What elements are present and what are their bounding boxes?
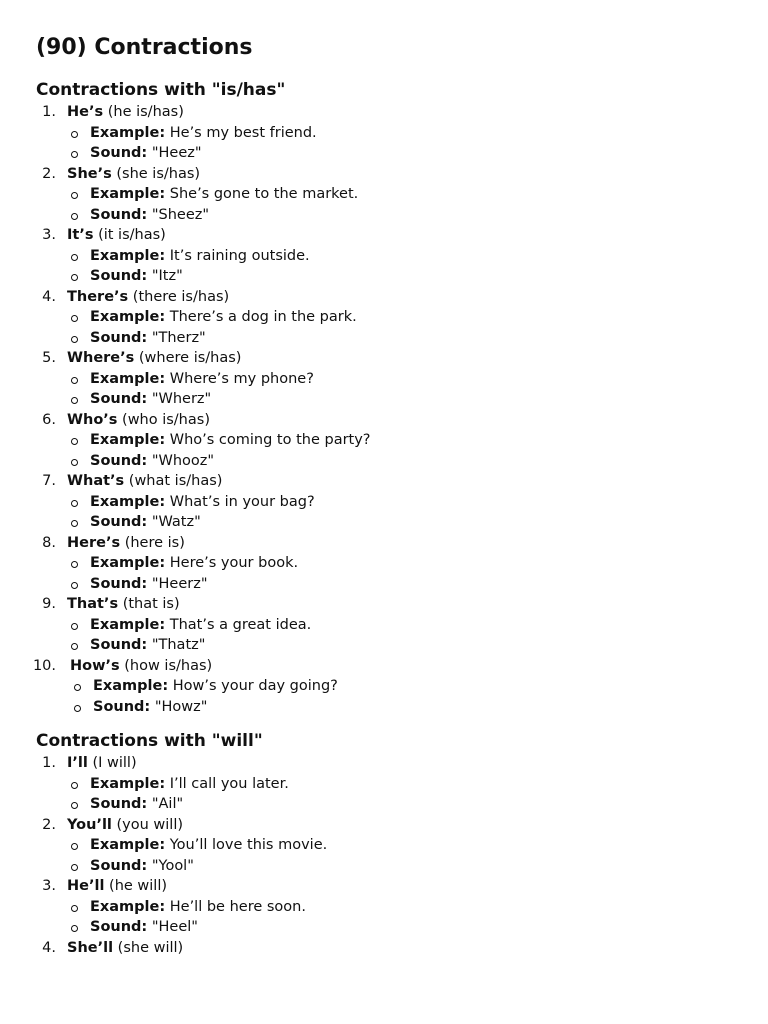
- sub-list: [70, 676, 736, 717]
- list-item: [36, 938, 736, 959]
- example-line: [67, 123, 736, 144]
- sound-line: [67, 512, 736, 533]
- contraction-word: It’s: [67, 227, 94, 243]
- item-number: 7.: [42, 473, 56, 489]
- item-number: 1.: [42, 755, 56, 771]
- sound-line: [67, 574, 736, 595]
- contraction-word: Here’s: [67, 534, 121, 551]
- sub-list: [67, 615, 736, 656]
- list-item: [36, 164, 736, 226]
- sub-list: [67, 492, 736, 533]
- sound-line: [67, 205, 736, 226]
- contraction-meaning: (what is/has): [128, 473, 223, 489]
- sound-text: "Yool": [151, 857, 194, 874]
- sound-line: [67, 635, 736, 656]
- contraction-list: [32, 102, 736, 717]
- circle-bullet-icon: [71, 397, 78, 404]
- circle-bullet-icon: [71, 643, 78, 650]
- example-text: I’ll call you later.: [169, 775, 289, 792]
- sound-line: [67, 917, 736, 938]
- contraction-word: She’s: [67, 165, 112, 182]
- example-text: She’s gone to the market.: [169, 186, 359, 202]
- example-line: [67, 897, 736, 918]
- list-item: [32, 656, 736, 718]
- contraction-word: He’s: [67, 104, 104, 120]
- list-item: [36, 753, 736, 815]
- example-line: [67, 184, 736, 205]
- sub-list: [67, 123, 736, 164]
- contraction-meaning: (it is/has): [98, 227, 166, 243]
- sound-text: "Heerz": [151, 575, 208, 592]
- item-number: 3.: [42, 878, 56, 894]
- example-label: Example:: [90, 309, 166, 325]
- list-item: [36, 410, 736, 472]
- sound-text: "Whooz": [151, 452, 215, 469]
- sound-text: "Heel": [151, 919, 198, 935]
- example-line: [70, 676, 736, 697]
- example-line: [67, 430, 736, 451]
- sound-label: Sound:: [90, 329, 148, 346]
- sound-label: Sound:: [90, 391, 148, 407]
- example-text: There’s a dog in the park.: [169, 309, 357, 325]
- sound-line: [67, 794, 736, 815]
- sound-text: "Heez": [151, 145, 202, 161]
- example-text: It’s raining outside.: [169, 247, 310, 264]
- sub-list: [67, 774, 736, 815]
- example-line: [67, 369, 736, 390]
- sound-label: Sound:: [90, 452, 148, 469]
- example-text: Who’s coming to the party?: [169, 432, 371, 448]
- sound-label: Sound:: [90, 514, 148, 530]
- sound-line: [67, 266, 736, 287]
- example-label: Example:: [90, 124, 166, 141]
- contraction-word: How’s: [70, 657, 120, 674]
- sub-list: [67, 430, 736, 471]
- example-line: [67, 246, 736, 267]
- example-text: That’s a great idea.: [169, 616, 312, 633]
- contraction-word: Who’s: [67, 411, 118, 428]
- example-label: Example:: [90, 837, 166, 853]
- contraction-word: What’s: [67, 473, 125, 489]
- circle-bullet-icon: [71, 905, 78, 912]
- list-item: [36, 815, 736, 877]
- sound-text: "Therz": [151, 329, 206, 346]
- page-title: (90) Contractions: [36, 35, 253, 60]
- circle-bullet-icon: [71, 582, 78, 589]
- item-number: 1.: [42, 104, 56, 120]
- example-label: Example:: [90, 432, 166, 448]
- sub-list: [67, 897, 736, 938]
- circle-bullet-icon: [71, 274, 78, 281]
- item-number: 4.: [42, 939, 56, 956]
- item-number: 9.: [42, 596, 56, 612]
- list-item: [36, 348, 736, 410]
- contraction-word: You’ll: [67, 816, 112, 833]
- circle-bullet-icon: [71, 315, 78, 322]
- item-number: 10.: [32, 657, 56, 674]
- example-line: [67, 492, 736, 513]
- sound-label: Sound:: [90, 206, 148, 223]
- example-label: Example:: [90, 898, 166, 915]
- list-item: [36, 594, 736, 656]
- example-label: Example:: [90, 186, 166, 202]
- sound-text: "Howz": [154, 698, 208, 715]
- example-text: How’s your day going?: [172, 678, 338, 694]
- example-line: [67, 553, 736, 574]
- circle-bullet-icon: [71, 925, 78, 932]
- sub-list: [67, 307, 736, 348]
- contraction-word: Where’s: [67, 350, 135, 366]
- sound-line: [67, 451, 736, 472]
- sound-line: [67, 856, 736, 877]
- contraction-meaning: (she will): [117, 939, 184, 956]
- list-item: [36, 287, 736, 349]
- sound-label: Sound:: [90, 857, 148, 874]
- list-item: [36, 876, 736, 938]
- example-label: Example:: [93, 678, 169, 694]
- document-page: [32, 32, 736, 958]
- sub-list: [67, 184, 736, 225]
- circle-bullet-icon: [71, 459, 78, 466]
- example-label: Example:: [90, 616, 166, 633]
- list-item: [36, 102, 736, 164]
- sound-text: "Ail": [151, 796, 184, 812]
- item-number: 8.: [42, 534, 56, 551]
- circle-bullet-icon: [71, 336, 78, 343]
- example-text: Here’s your book.: [169, 555, 299, 571]
- contraction-word: She’ll: [67, 939, 114, 956]
- example-text: He’ll be here soon.: [169, 898, 306, 915]
- sound-label: Sound:: [90, 575, 148, 592]
- circle-bullet-icon: [71, 192, 78, 199]
- sound-label: Sound:: [90, 919, 148, 935]
- sound-line: [70, 697, 736, 718]
- sound-text: "Wherz": [151, 391, 212, 407]
- sound-text: "Sheez": [151, 206, 210, 223]
- circle-bullet-icon: [71, 843, 78, 850]
- section-heading: Contractions with "will": [36, 731, 263, 751]
- contraction-word: I’ll: [67, 755, 88, 771]
- contraction-meaning: (here is): [124, 534, 185, 551]
- example-label: Example:: [90, 775, 166, 792]
- circle-bullet-icon: [71, 520, 78, 527]
- sound-text: "Itz": [151, 268, 183, 284]
- list-item: [36, 471, 736, 533]
- sound-line: [67, 389, 736, 410]
- circle-bullet-icon: [71, 623, 78, 630]
- sub-list: [67, 246, 736, 287]
- circle-bullet-icon: [71, 254, 78, 261]
- contraction-word: He’ll: [67, 878, 105, 894]
- circle-bullet-icon: [71, 213, 78, 220]
- example-text: Where’s my phone?: [169, 370, 314, 387]
- example-line: [67, 835, 736, 856]
- sound-label: Sound:: [90, 268, 148, 284]
- example-label: Example:: [90, 247, 166, 264]
- section-heading: Contractions with "is/has": [36, 80, 286, 100]
- contraction-meaning: (there is/has): [132, 288, 230, 305]
- contraction-meaning: (that is): [122, 596, 180, 612]
- sound-text: "Watz": [151, 514, 201, 530]
- example-text: He’s my best friend.: [169, 124, 317, 141]
- contraction-meaning: (how is/has): [124, 657, 213, 674]
- circle-bullet-icon: [74, 705, 81, 712]
- contraction-word: That’s: [67, 596, 119, 612]
- circle-bullet-icon: [71, 500, 78, 507]
- item-number: 5.: [42, 350, 56, 366]
- sound-label: Sound:: [93, 698, 151, 715]
- example-line: [67, 615, 736, 636]
- contraction-meaning: (where is/has): [138, 350, 242, 366]
- example-label: Example:: [90, 370, 166, 387]
- sound-label: Sound:: [90, 796, 148, 812]
- circle-bullet-icon: [71, 438, 78, 445]
- contraction-meaning: (he is/has): [107, 104, 184, 120]
- contraction-list: [36, 753, 736, 958]
- sub-list: [67, 835, 736, 876]
- item-number: 4.: [42, 288, 56, 305]
- circle-bullet-icon: [71, 864, 78, 871]
- sound-text: "Thatz": [151, 637, 206, 653]
- list-item: [36, 225, 736, 287]
- circle-bullet-icon: [71, 377, 78, 384]
- circle-bullet-icon: [74, 684, 81, 691]
- sub-list: [67, 553, 736, 594]
- sound-label: Sound:: [90, 637, 148, 653]
- example-line: [67, 307, 736, 328]
- circle-bullet-icon: [71, 802, 78, 809]
- contraction-meaning: (you will): [116, 816, 184, 833]
- circle-bullet-icon: [71, 561, 78, 568]
- item-number: 2.: [42, 165, 56, 182]
- list-item: [36, 533, 736, 595]
- contraction-meaning: (she is/has): [116, 165, 201, 182]
- example-label: Example:: [90, 493, 166, 510]
- circle-bullet-icon: [71, 782, 78, 789]
- circle-bullet-icon: [71, 131, 78, 138]
- item-number: 2.: [42, 816, 56, 833]
- example-line: [67, 774, 736, 795]
- item-number: 3.: [42, 227, 56, 243]
- item-number: 6.: [42, 411, 56, 428]
- contraction-meaning: (he will): [109, 878, 168, 894]
- contraction-word: There’s: [67, 288, 129, 305]
- sound-line: [67, 143, 736, 164]
- example-label: Example:: [90, 555, 166, 571]
- example-text: What’s in your bag?: [169, 493, 315, 510]
- sub-list: [67, 369, 736, 410]
- example-text: You’ll love this movie.: [169, 837, 328, 853]
- contraction-meaning: (who is/has): [122, 411, 210, 428]
- sound-label: Sound:: [90, 145, 148, 161]
- contraction-meaning: (I will): [92, 755, 137, 771]
- sound-line: [67, 328, 736, 349]
- circle-bullet-icon: [71, 151, 78, 158]
